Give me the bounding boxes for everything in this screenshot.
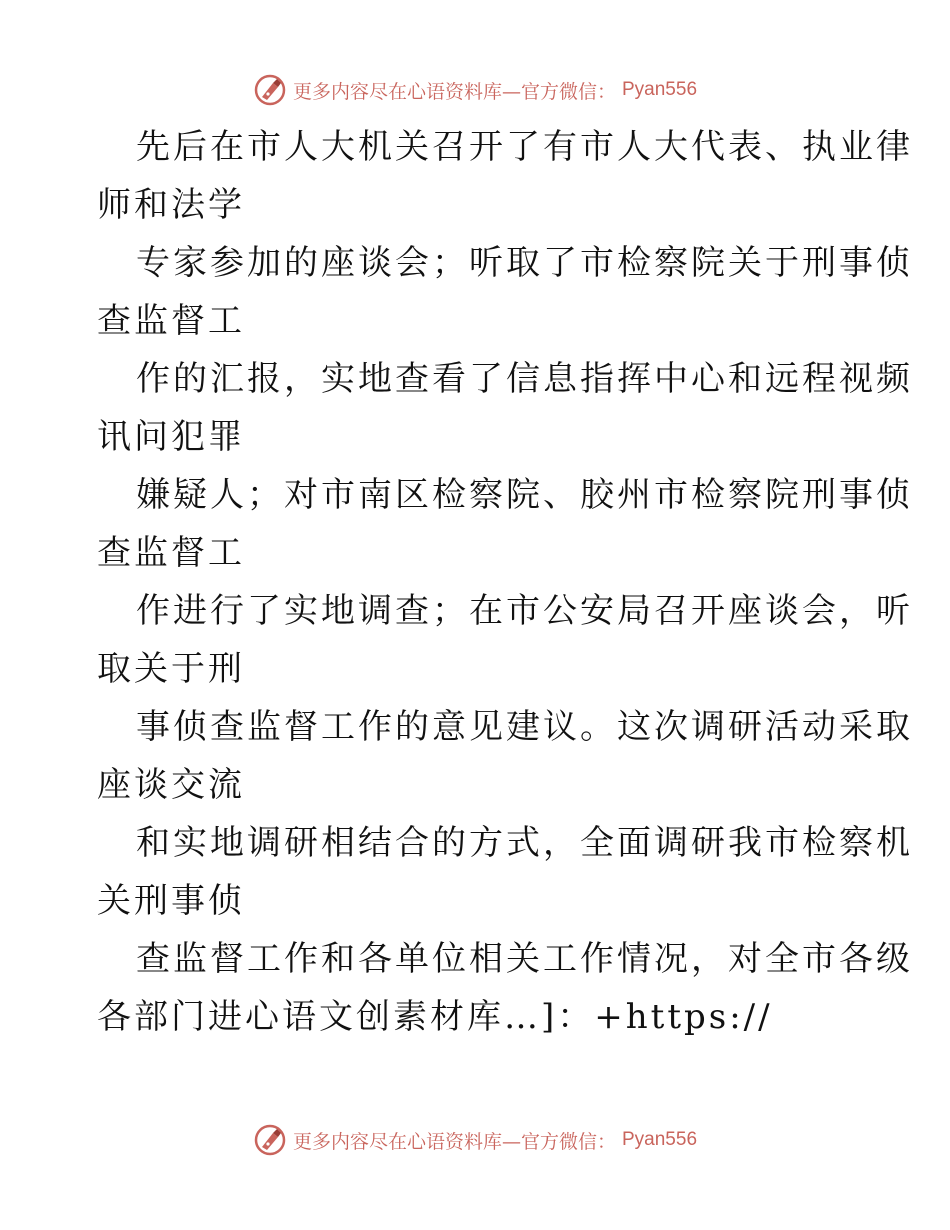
pen-nib-circle-icon	[253, 73, 287, 107]
text-line: 专家参加的座谈会；听取了市检察院关于刑事侦	[136, 243, 913, 283]
footer-watermark	[0, 1118, 950, 1162]
text-line: 各部门进心语文创素材库…]：+https://	[97, 997, 773, 1037]
pen-nib-circle-icon	[253, 1123, 287, 1157]
text-line: 事侦查监督工作的意见建议。这次调研活动采取	[136, 707, 913, 747]
text-line: 作进行了实地调查；在市公安局召开座谈会，听	[136, 591, 913, 631]
text-line: 查监督工	[97, 533, 245, 573]
text-line: 关刑事侦	[97, 881, 245, 921]
text-line: 和实地调研相结合的方式，全面调研我市检察机	[136, 823, 913, 863]
watermark-handle: Pyan556	[622, 1129, 698, 1150]
text-line: 先后在市人大机关召开了有市人大代表、执业律	[136, 127, 913, 167]
text-line: 座谈交流	[97, 765, 245, 805]
watermark-text: 更多内容尽在心语资料库—官方微信：	[292, 80, 616, 103]
header-watermark	[0, 68, 950, 112]
watermark-text: 更多内容尽在心语资料库—官方微信：	[292, 1130, 616, 1153]
text-line: 师和法学	[97, 185, 245, 225]
text-line: 作的汇报，实地查看了信息指挥中心和远程视频	[136, 359, 913, 399]
text-line: 查监督工	[97, 301, 245, 341]
watermark-handle: Pyan556	[622, 79, 698, 100]
document-body	[97, 118, 913, 1046]
text-line: 嫌疑人；对市南区检察院、胶州市检察院刑事侦	[136, 475, 913, 515]
text-line: 讯问犯罪	[97, 417, 245, 457]
text-line: 查监督工作和各单位相关工作情况，对全市各级	[136, 939, 913, 979]
text-line: 取关于刑	[97, 649, 245, 689]
